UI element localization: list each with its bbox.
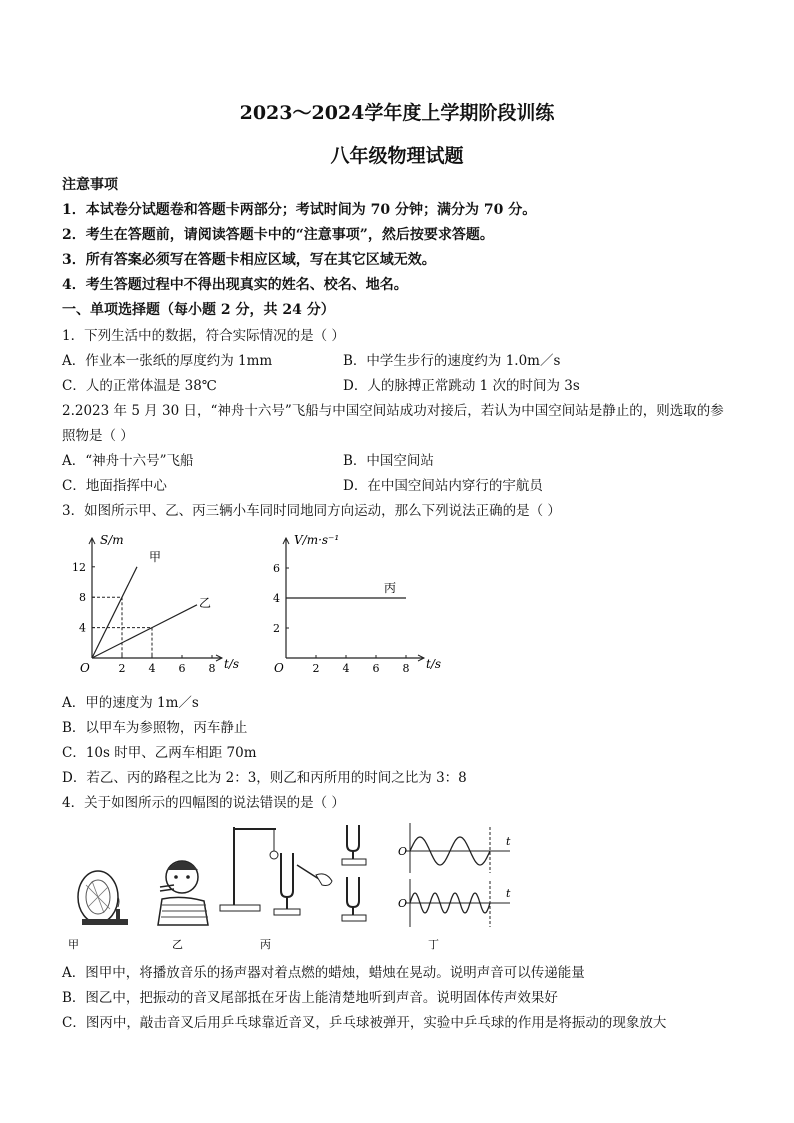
option-2b: B．中国空间站 [343, 453, 434, 469]
stand-ball-tuning-fork-illustration [220, 827, 332, 915]
wave-axis-t-label: t [506, 887, 511, 900]
y-tick-label: 4 [273, 592, 280, 605]
wave-axis-o-label: O [398, 845, 408, 858]
option-2d: D．在中国空间站内穿行的宇航员 [343, 478, 543, 494]
x-tick-label: 4 [342, 662, 350, 675]
series-line [92, 567, 137, 658]
x-tick-label: 2 [312, 662, 320, 675]
tuning-forks-waveforms-illustration [342, 823, 511, 927]
notice-item: 1．本试卷分试题卷和答题卡两部分；考试时间为 70 分钟；满分为 70 分。 [62, 202, 537, 218]
y-axis-label: V/m·s⁻¹ [294, 533, 340, 547]
figure-label-yi: 乙 [172, 938, 183, 951]
y-axis-label: S/m [100, 533, 124, 547]
option-3c: C．10s 时甲、乙两车相距 70m [62, 745, 257, 761]
figure-label-bing: 丙 [260, 938, 271, 951]
option-1a: A．作业本一张纸的厚度约为 1mm [62, 353, 273, 369]
wave-axis-o-label: O [398, 897, 408, 910]
option-4c: C．图丙中，敲击音叉后用乒乓球靠近音叉，乒乓球被弹开，实验中乒乓球的作用是将振动的现象放大 [62, 1015, 667, 1031]
question-4-stem: 4．关于如图所示的四幅图的说法错误的是（ ） [62, 795, 345, 811]
option-4a: A．图甲中，将播放音乐的扬声器对着点燃的蜡烛，蜡烛在晃动。说明声音可以传递能量 [62, 965, 585, 981]
x-tick-label: 2 [118, 662, 126, 675]
question-2-stem: 2.2023 年 5 月 30 日，“神舟十六号”飞船与中国空间站成功对接后，若认为中国空间站是静止的，则选取的参 [62, 403, 724, 419]
notice-heading: 注意事项 [62, 177, 118, 193]
origin-label: O [80, 661, 90, 675]
notice-item: 4．考生答题过程中不得出现真实的姓名、校名、地名。 [62, 277, 408, 293]
x-axis-label: t/s [224, 657, 240, 671]
x-tick-label: 8 [402, 662, 410, 675]
vt-graph [262, 530, 452, 680]
y-tick-label: 12 [72, 560, 86, 574]
question-1-stem: 1．下列生活中的数据，符合实际情况的是（ ） [62, 328, 345, 344]
option-3b: B．以甲车为参照物，丙车静止 [62, 720, 248, 736]
x-axis-label: t/s [426, 657, 442, 671]
st-graph [62, 530, 262, 680]
figure-label-ding: 丁 [428, 938, 439, 951]
exam-subtitle: 八年级物理试题 [330, 145, 464, 167]
question-3-stem: 3．如图所示甲、乙、丙三辆小车同时同地同方向运动，那么下列说法正确的是（ ） [62, 503, 561, 519]
y-tick-label: 8 [79, 591, 86, 605]
section-heading: 一、单项选择题（每小题 2 分，共 24 分） [62, 302, 335, 318]
x-tick-label: 4 [148, 662, 156, 675]
option-1b: B．中学生步行的速度约为 1.0m／s [343, 353, 561, 369]
option-1c: C．人的正常体温是 38℃ [62, 378, 217, 394]
option-1d: D．人的脉搏正常跳动 1 次的时间为 3s [343, 378, 580, 394]
speaker-candle-illustration [78, 871, 128, 925]
series-label: 甲 [149, 549, 162, 564]
figure-label-jia: 甲 [68, 938, 79, 951]
question-2-stem-cont: 照物是（ ） [62, 428, 134, 444]
y-tick-label: 4 [79, 621, 86, 635]
x-tick-label: 8 [208, 662, 216, 675]
series-line [92, 605, 197, 658]
option-3d: D．若乙、丙的路程之比为 2：3，则乙和丙所用的时间之比为 3：8 [62, 770, 467, 786]
notice-item: 2．考生在答题前，请阅读答题卡中的“注意事项”，然后按要求答题。 [62, 227, 494, 243]
series-label: 乙 [199, 595, 212, 610]
x-tick-label: 6 [372, 662, 380, 675]
x-tick-label: 6 [178, 662, 186, 675]
origin-label: O [274, 661, 284, 675]
y-tick-label: 2 [273, 622, 280, 635]
option-3a: A．甲的速度为 1m／s [62, 695, 199, 711]
y-tick-label: 6 [273, 562, 280, 575]
series-label: 丙 [384, 581, 397, 595]
notice-item: 3．所有答案必须写在答题卡相应区域，写在其它区域无效。 [62, 252, 436, 268]
sound-experiments-figure [62, 815, 672, 955]
option-2c: C．地面指挥中心 [62, 478, 167, 494]
option-4b: B．图乙中，把振动的音叉尾部抵在牙齿上能清楚地听到声音。说明固体传声效果好 [62, 990, 558, 1006]
exam-title: 2023～2024学年度上学期阶段训练 [239, 102, 555, 124]
wave-axis-t-label: t [506, 835, 511, 848]
option-2a: A．“神舟十六号”飞船 [62, 453, 194, 469]
person-tuning-fork-illustration [158, 861, 208, 925]
